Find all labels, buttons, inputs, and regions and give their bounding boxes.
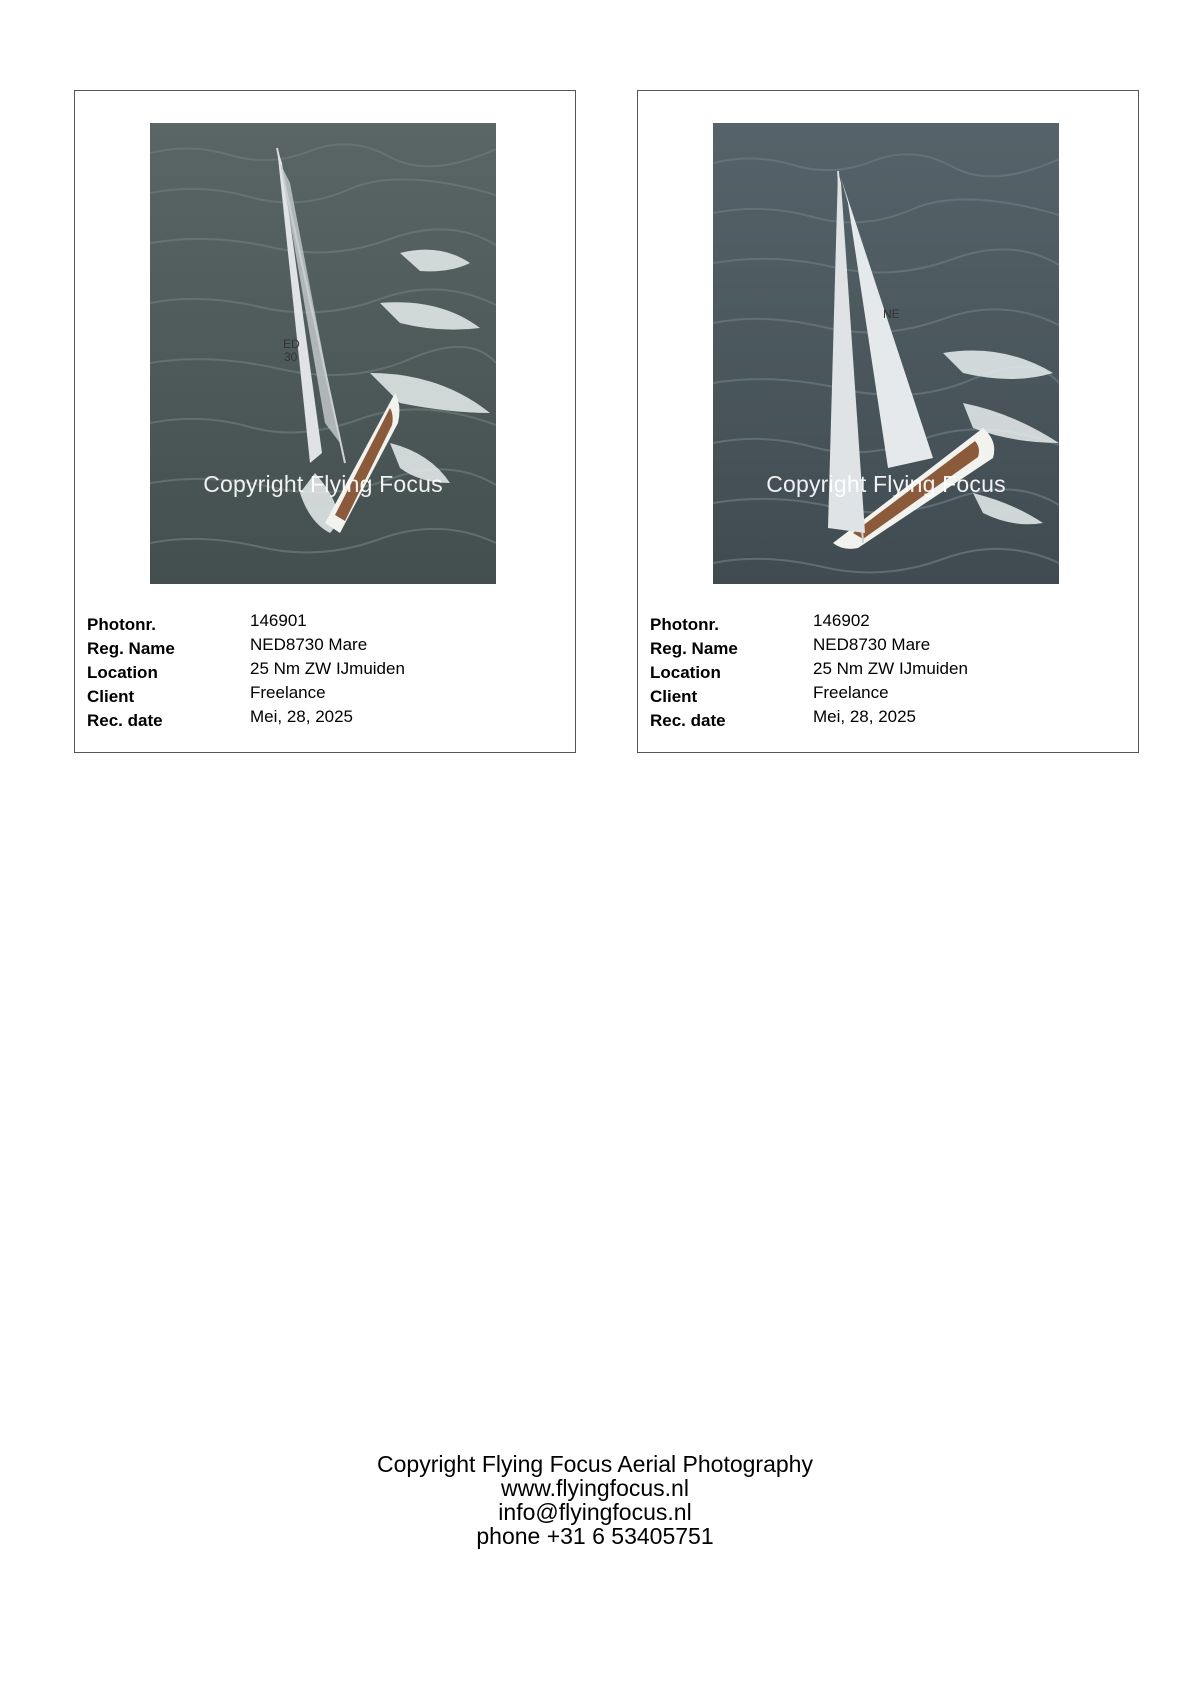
- location-label: Location: [650, 663, 721, 682]
- meta-row-reg-name: [87, 635, 557, 659]
- meta-row-photonr: [87, 611, 557, 635]
- footer-email-link[interactable]: info@flyingfocus.nl: [498, 1499, 692, 1525]
- location-label: Location: [87, 663, 158, 682]
- client-label: Client: [650, 687, 698, 706]
- photonr-value: 146901: [250, 611, 307, 630]
- footer-website-link[interactable]: www.flyingfocus.nl: [501, 1475, 689, 1501]
- meta-row-client: [650, 683, 1120, 707]
- photo-watermark: Copyright Flying Focus: [766, 471, 1006, 497]
- rec-date-label: Rec. date: [650, 711, 726, 730]
- sailboat-photo[interactable]: [150, 123, 496, 584]
- photo-watermark: Copyright Flying Focus: [203, 471, 443, 497]
- photonr-label: Photonr.: [87, 615, 156, 634]
- photo-card-1: [74, 90, 576, 753]
- meta-row-client: [87, 683, 557, 707]
- location-value: 25 Nm ZW IJmuiden: [813, 659, 968, 678]
- meta-row-location: [87, 659, 557, 683]
- meta-row-rec-date: [87, 707, 557, 731]
- photonr-value: 146902: [813, 611, 870, 630]
- reg-name-label: Reg. Name: [87, 639, 175, 658]
- meta-row-location: [650, 659, 1120, 683]
- rec-date-value: Mei, 28, 2025: [250, 707, 354, 726]
- client-value: Freelance: [250, 683, 326, 702]
- meta-row-reg-name: [650, 635, 1120, 659]
- meta-row-rec-date: [650, 707, 1120, 731]
- reg-name-label: Reg. Name: [650, 639, 738, 658]
- page-footer: [0, 1452, 1190, 1548]
- footer-phone: phone +31 6 53405751: [476, 1523, 714, 1549]
- rec-date-label: Rec. date: [87, 711, 163, 730]
- svg-text:30: 30: [284, 350, 298, 364]
- sailboat-image: [713, 123, 1059, 584]
- reg-name-value: NED8730 Mare: [250, 635, 368, 654]
- rec-date-value: Mei, 28, 2025: [813, 707, 917, 726]
- meta-row-photonr: [650, 611, 1120, 635]
- photo-metadata: [87, 611, 557, 731]
- svg-text:ED: ED: [283, 337, 300, 351]
- sailboat-photo[interactable]: [713, 123, 1059, 584]
- svg-text:NE: NE: [883, 307, 900, 321]
- photo-metadata: [650, 611, 1120, 731]
- client-value: Freelance: [813, 683, 889, 702]
- reg-name-value: NED8730 Mare: [813, 635, 931, 654]
- photonr-label: Photonr.: [650, 615, 719, 634]
- location-value: 25 Nm ZW IJmuiden: [250, 659, 405, 678]
- client-label: Client: [87, 687, 135, 706]
- footer-copyright: Copyright Flying Focus Aerial Photography: [377, 1451, 813, 1477]
- sailboat-image: [150, 123, 496, 584]
- photo-card-2: [637, 90, 1139, 753]
